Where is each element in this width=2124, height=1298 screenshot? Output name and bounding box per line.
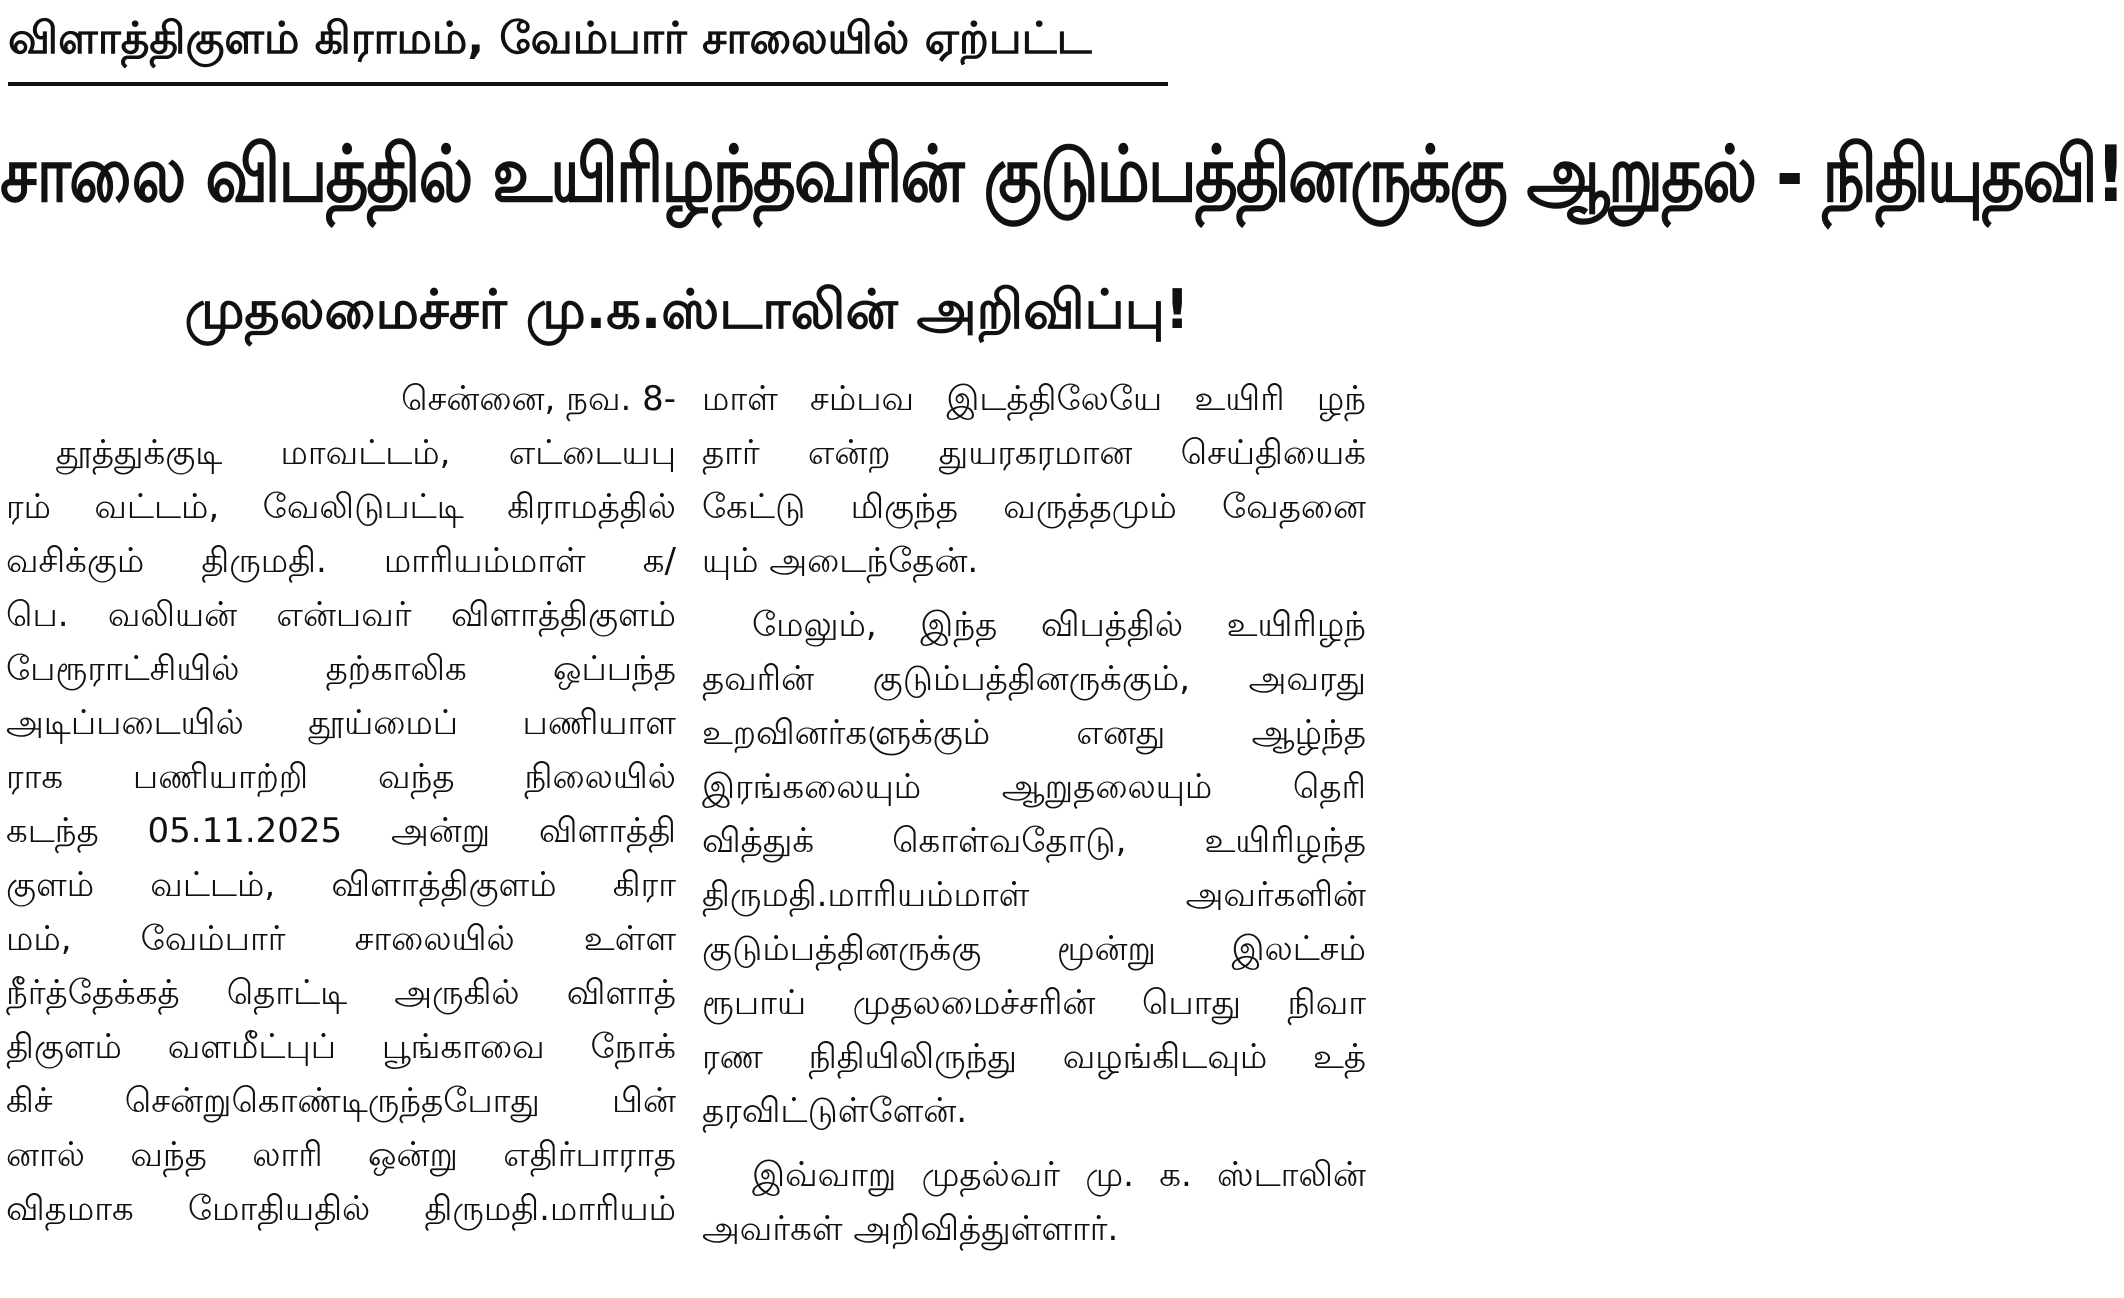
body-line: மேலும், இந்த விபத்தில் உயிரிழந் — [752, 605, 1366, 645]
body-line: கிச் சென்றுகொண்டிருந்தபோது பின் — [6, 1081, 676, 1121]
body-line: தார் என்ற துயரகரமான செய்தியைக் — [702, 433, 1366, 473]
article-column-right — [702, 372, 1366, 1292]
body-line: இவ்வாறு முதல்வர் மு. க. ஸ்டாலின் — [752, 1155, 1366, 1195]
body-line: திருமதி.மாரியம்மாள் அவர்களின் — [702, 875, 1366, 915]
body-line: வித்துக் கொள்வதோடு, உயிரிழந்த — [702, 821, 1366, 861]
body-line: யும் அடைந்தேன். — [702, 541, 979, 581]
body-line: வசிக்கும் திருமதி. மாரியம்மாள் க/ — [6, 541, 676, 581]
body-line: மம், வேம்பார் சாலையில் உள்ள — [6, 919, 676, 959]
body-line: பெ. வலியன் என்பவர் விளாத்திகுளம் — [6, 595, 676, 635]
kicker-headline: விளாத்திகுளம் கிராமம், வேம்பார் சாலையில் ஏற்பட்ட — [8, 0, 1168, 86]
sub-headline: முதலமைச்சர் மு.க.ஸ்டாலின் அறிவிப்பு! — [184, 278, 1190, 341]
body-line: மாள் சம்பவ இடத்திலேயே உயிரி ழந் — [702, 379, 1366, 419]
paragraph-gap — [702, 1138, 1366, 1148]
paragraph-gap — [702, 588, 1366, 598]
body-line: குடும்பத்தினருக்கு மூன்று இலட்சம் — [702, 929, 1366, 969]
body-line: ராக பணியாற்றி வந்த நிலையில் — [6, 757, 676, 797]
body-line: கேட்டு மிகுந்த வருத்தமும் வேதனை — [702, 487, 1366, 527]
body-line: விதமாக மோதியதில் திருமதி.மாரியம் — [6, 1189, 676, 1229]
body-line: இரங்கலையும் ஆறுதலையும் தெரி — [702, 767, 1366, 807]
body-line: னால் வந்த லாரி ஒன்று எதிர்பாராத — [6, 1135, 676, 1175]
body-line: தவரின் குடும்பத்தினருக்கும், அவரது — [702, 659, 1366, 699]
body-line: அடிப்படையில் தூய்மைப் பணியாள — [6, 703, 676, 743]
body-line: அவர்கள் அறிவித்துள்ளார். — [702, 1209, 1119, 1249]
body-line: கடந்த 05.11.2025 அன்று விளாத்தி — [6, 811, 676, 851]
article-column-left — [6, 372, 676, 1292]
dateline: சென்னை, நவ. 8- — [401, 379, 676, 419]
body-line: பேரூராட்சியில் தற்காலிக ஒப்பந்த — [6, 649, 676, 689]
body-line: உறவினர்களுக்கும் எனது ஆழ்ந்த — [702, 713, 1366, 753]
body-line: தூத்துக்குடி மாவட்டம், எட்டையபு — [56, 433, 676, 473]
main-headline: சாலை விபத்தில் உயிரிழந்தவரின் குடும்பத்தினருக்கு ஆறுதல் - நிதியுதவி! — [0, 128, 2124, 220]
body-line: தரவிட்டுள்ளேன். — [702, 1091, 968, 1131]
body-line: குளம் வட்டம், விளாத்திகுளம் கிரா — [6, 865, 676, 905]
body-line: ரம் வட்டம், வேலிடுபட்டி கிராமத்தில் — [6, 487, 676, 527]
body-line: ரூபாய் முதலமைச்சரின் பொது நிவா — [702, 983, 1366, 1023]
body-line: திகுளம் வளமீட்புப் பூங்காவை நோக் — [6, 1027, 676, 1067]
body-line: ரண நிதியிலிருந்து வழங்கிடவும் உத் — [702, 1037, 1366, 1077]
body-line: நீர்த்தேக்கத் தொட்டி அருகில் விளாத் — [6, 973, 676, 1013]
